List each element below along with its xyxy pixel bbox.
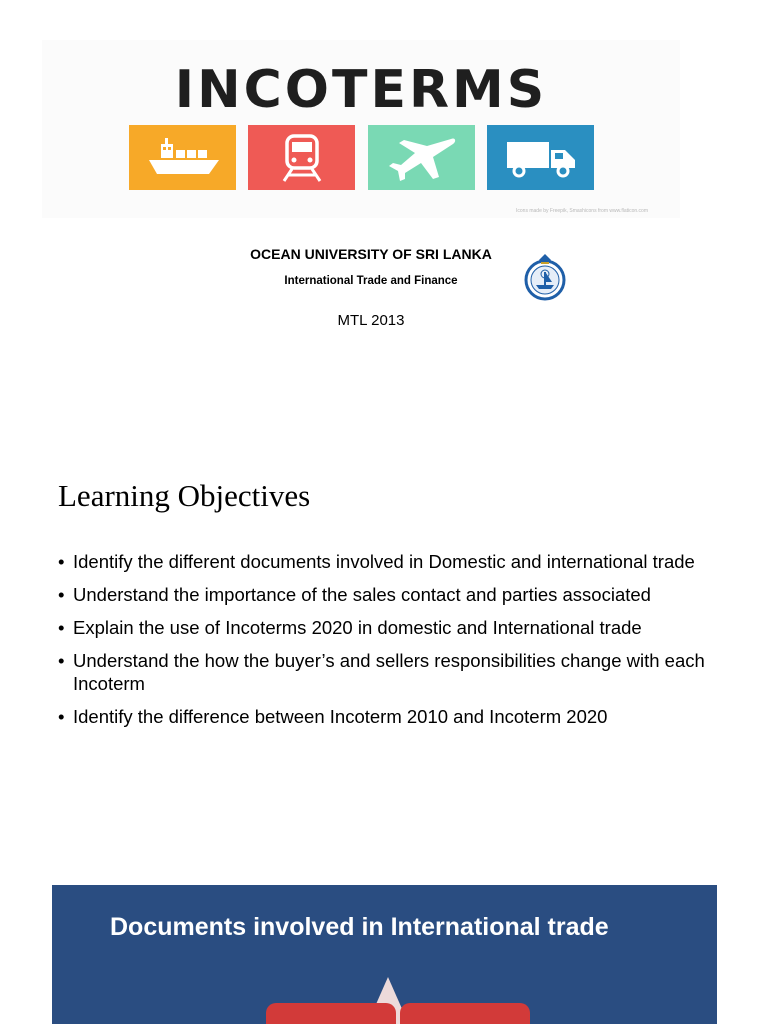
university-name: OCEAN UNIVERSITY OF SRI LANKA bbox=[250, 246, 492, 262]
list-item bbox=[58, 583, 718, 606]
course-code: MTL 2013 bbox=[337, 312, 405, 329]
list-item bbox=[58, 705, 718, 728]
list-item bbox=[58, 550, 718, 573]
document-box bbox=[400, 1003, 530, 1024]
title-slide bbox=[0, 0, 768, 420]
course-name: International Trade and Finance bbox=[284, 275, 458, 287]
objective-text: Explain the use of Incoterms 2020 in domestic and International trade bbox=[73, 617, 642, 638]
objective-text: Understand the importance of the sales contact and parties associated bbox=[73, 584, 651, 605]
banner-title: INCOTERMS bbox=[174, 60, 548, 120]
bullet: • bbox=[58, 584, 65, 605]
slide-title: Documents involved in International trade bbox=[110, 913, 609, 941]
airplane-tile bbox=[368, 125, 475, 190]
bullet: • bbox=[58, 706, 65, 727]
train-tile bbox=[248, 125, 355, 190]
objective-text: Identify the different documents involved in Domestic and international trade bbox=[73, 551, 695, 572]
objectives-list bbox=[58, 550, 718, 738]
truck-icon bbox=[503, 136, 579, 180]
objective-text: Identify the difference between Incoterm 2010 and Incoterm 2020 bbox=[73, 706, 608, 727]
bullet: • bbox=[58, 617, 65, 638]
ship-icon bbox=[143, 136, 223, 180]
truck-tile bbox=[487, 125, 594, 190]
icon-credit: Icons made by Freepik, Smashicons from www.flaticon.com bbox=[516, 208, 648, 214]
ship-tile bbox=[129, 125, 236, 190]
bullet: • bbox=[58, 551, 65, 572]
objectives-title: Learning Objectives bbox=[58, 478, 311, 513]
airplane-icon bbox=[387, 133, 457, 183]
list-item bbox=[58, 616, 718, 639]
university-crest-icon bbox=[524, 252, 566, 304]
objective-text: Understand the how the buyer’s and sellers responsibilities change with each Incoterm bbox=[73, 650, 705, 694]
train-icon bbox=[277, 133, 327, 183]
bullet: • bbox=[58, 650, 65, 671]
documents-slide bbox=[52, 885, 717, 1024]
list-item bbox=[58, 649, 718, 695]
document-box bbox=[266, 1003, 396, 1024]
